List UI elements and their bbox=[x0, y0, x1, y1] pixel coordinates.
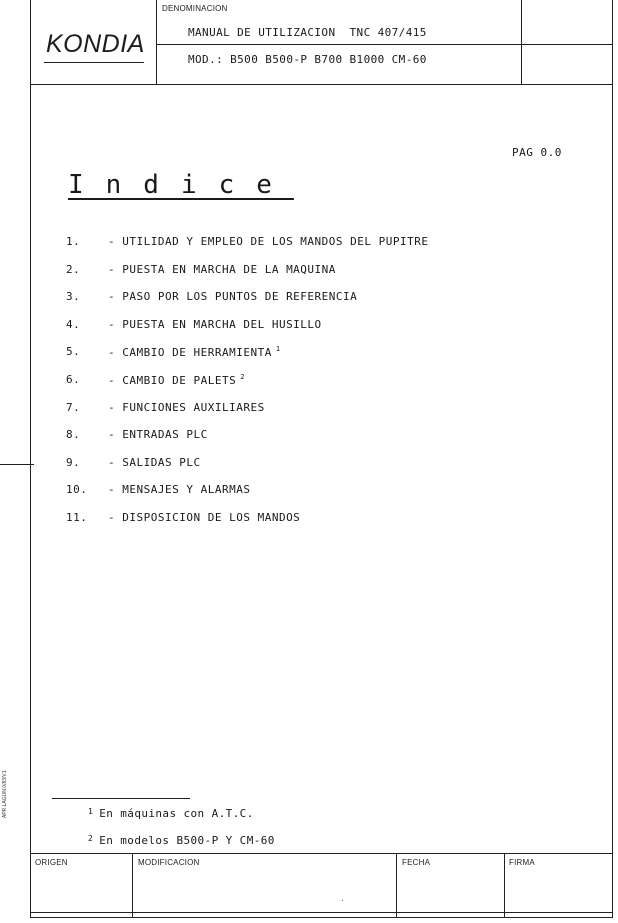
footnote-1 bbox=[88, 807, 254, 820]
toc-item-text bbox=[108, 263, 336, 276]
toc-item-number: 11. bbox=[66, 510, 88, 524]
header-divider-right bbox=[521, 0, 522, 84]
footnote-mark: 2 bbox=[88, 834, 94, 843]
modificacion-label: MODIFICACION bbox=[138, 858, 200, 867]
footnote-rule bbox=[52, 798, 190, 799]
toc-item-footnote-ref: 1 bbox=[275, 345, 281, 354]
models-line: MOD.: B500 B500-P B700 B1000 CM-60 bbox=[188, 53, 427, 66]
header-mid-rule bbox=[156, 44, 613, 45]
side-form-code: APR.LAGUN.0/83/V1 bbox=[2, 770, 8, 818]
toc-item-text bbox=[108, 290, 357, 303]
toc-item-number: 5. bbox=[66, 345, 81, 359]
toc-item-label: - ENTRADAS PLC bbox=[108, 428, 208, 442]
firma-label: FIRMA bbox=[509, 858, 535, 867]
toc-item-number: 7. bbox=[66, 400, 81, 414]
logo-underline bbox=[44, 62, 144, 63]
footnote-text: En máquinas con A.T.C. bbox=[99, 807, 254, 820]
toc-item-number: 8. bbox=[66, 428, 81, 442]
toc-item-label: - CAMBIO DE HERRAMIENTA bbox=[108, 346, 272, 360]
toc-item-number: 3. bbox=[66, 290, 81, 304]
toc-item bbox=[66, 345, 586, 373]
toc-item-text bbox=[108, 511, 300, 524]
footer-divider-1 bbox=[132, 853, 133, 918]
toc-item bbox=[66, 483, 586, 511]
header-bottom-rule bbox=[30, 84, 613, 85]
footnote-mark: 1 bbox=[88, 807, 94, 816]
fecha-label: FECHA bbox=[402, 858, 431, 867]
toc-item-label: - SALIDAS PLC bbox=[108, 455, 201, 469]
toc-item-label: - UTILIDAD Y EMPLEO DE LOS MANDOS DEL PUPITRE bbox=[108, 235, 429, 248]
toc-item-label: - PUESTA EN MARCHA DEL HUSILLO bbox=[108, 317, 322, 331]
toc-item-text bbox=[108, 456, 201, 469]
punch-mark bbox=[0, 464, 34, 465]
toc-item-text bbox=[108, 373, 245, 387]
page-number: PAG 0.0 bbox=[512, 146, 562, 159]
footnote-2 bbox=[88, 834, 275, 847]
toc-item-text bbox=[108, 235, 429, 248]
table-of-contents bbox=[66, 235, 586, 539]
toc-item-number: 4. bbox=[66, 317, 81, 331]
toc-item-number: 1. bbox=[66, 235, 81, 248]
toc-item-label: - CAMBIO DE PALETS bbox=[108, 373, 237, 387]
toc-item-number: 6. bbox=[66, 372, 81, 386]
toc-item bbox=[66, 428, 586, 456]
header-divider-left bbox=[156, 0, 157, 84]
toc-item-text bbox=[108, 483, 250, 496]
toc-item bbox=[66, 373, 586, 401]
manual-title: MANUAL DE UTILIZACION TNC 407/415 bbox=[188, 26, 427, 39]
toc-item-text bbox=[108, 428, 208, 441]
toc-item bbox=[66, 235, 586, 263]
toc-item-number: 10. bbox=[66, 483, 88, 497]
denominacion-label: DENOMINACION bbox=[162, 4, 228, 13]
toc-item bbox=[66, 401, 586, 429]
toc-item-text bbox=[108, 401, 265, 414]
toc-item bbox=[66, 263, 586, 291]
footer-inner-rule bbox=[30, 912, 613, 913]
stray-mark: ․ bbox=[341, 894, 344, 903]
toc-item-text bbox=[108, 345, 281, 359]
toc-item-label: - DISPOSICION DE LOS MANDOS bbox=[108, 510, 301, 524]
toc-item-number: 2. bbox=[66, 262, 81, 276]
page-title: Indice bbox=[68, 170, 294, 200]
footer-divider-3 bbox=[504, 853, 505, 918]
toc-item bbox=[66, 456, 586, 484]
toc-item-label: - MENSAJES Y ALARMAS bbox=[108, 483, 251, 497]
toc-item-footnote-ref: 2 bbox=[240, 372, 245, 381]
toc-item-label: - PASO POR LOS PUNTOS DE REFERENCIA bbox=[108, 290, 358, 304]
toc-item-number: 9. bbox=[66, 455, 81, 469]
toc-item-label: - PUESTA EN MARCHA DE LA MAQUINA bbox=[108, 262, 336, 276]
toc-item bbox=[66, 511, 586, 539]
toc-item bbox=[66, 318, 586, 346]
origen-label: ORIGEN bbox=[35, 858, 68, 867]
footer-divider-2 bbox=[396, 853, 397, 918]
footnote-text: En modelos B500-P Y CM-60 bbox=[99, 834, 275, 847]
toc-item-text bbox=[108, 318, 322, 331]
toc-item bbox=[66, 290, 586, 318]
toc-item-label: - FUNCIONES AUXILIARES bbox=[108, 400, 265, 414]
company-logo: KONDIA bbox=[46, 30, 145, 58]
footer-top-rule bbox=[30, 853, 613, 854]
